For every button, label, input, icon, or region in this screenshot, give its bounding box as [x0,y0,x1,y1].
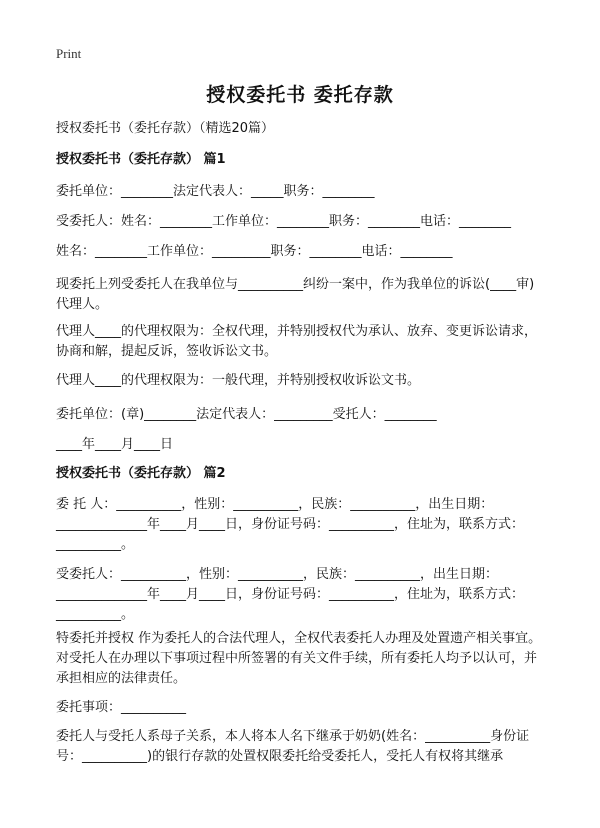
section2-heading: 授权委托书（委托存款） 篇2 [56,466,226,481]
print-link[interactable]: Print [56,46,82,61]
section2-para3: 特委托并授权 作为委托人的合法代理人，全权代表委托人办理及处置遗产相关事宜。对受托人在办理以下事项过程中所签署的有关文件手续，所有委托人均予以认可，并承担相应的法律责任。 [56,631,542,686]
section1-para2: 代理人____的代理权限为：全权代理，并特别授权代为承认、放弃、变更诉讼请求，协商和解，提起反诉，签收诉讼文书。 [56,324,538,359]
section2-para1: 委 托 人：__________，性别：__________，民族：__________，出生日期：______________年____月____日，身份证号码：__________，住址为，联系方式：__________。 [56,497,525,552]
section2-line1: 委托事项：__________ [56,700,187,715]
section1-para1: 现委托上列受委托人在我单位与__________纠纷一案中，作为我单位的诉讼(____审)代理人。 [56,277,535,312]
section1-heading: 授权委托书（委托存款） 篇1 [56,152,226,167]
section1-line3: 姓名：________工作单位：_________职务：________电话：________ [56,244,453,259]
section1-line1: 委托单位：________法定代表人：_____职务：________ [56,184,375,199]
section2-para4: 委托人与受托人系母子关系，本人将本人名下继承于奶奶(姓名：__________身份证号：__________)的银行存款的处置权限委托给受委托人，受托人有权将其继承 [56,729,530,764]
document-subtitle: 授权委托书（委托存款）（精选20篇） [56,121,275,136]
section1-date-line: ____年____月____日 [56,437,174,452]
section2-para2: 受委托人：__________，性别：__________，民族：__________，出生日期：______________年____月____日，身份证号码：__________，住址为，联系方式：__________。 [56,567,525,622]
section1-line2: 受委托人：姓名：________工作单位：________职务：________电话：________ [56,214,512,229]
section1-line4: 委托单位：(章)________法定代表人：_________受托人：________ [56,407,437,422]
page-title: 授权委托书 委托存款 [206,84,394,106]
section1-para3: 代理人____的代理权限为：一般代理，并特别授权收诉讼文书。 [56,373,421,388]
